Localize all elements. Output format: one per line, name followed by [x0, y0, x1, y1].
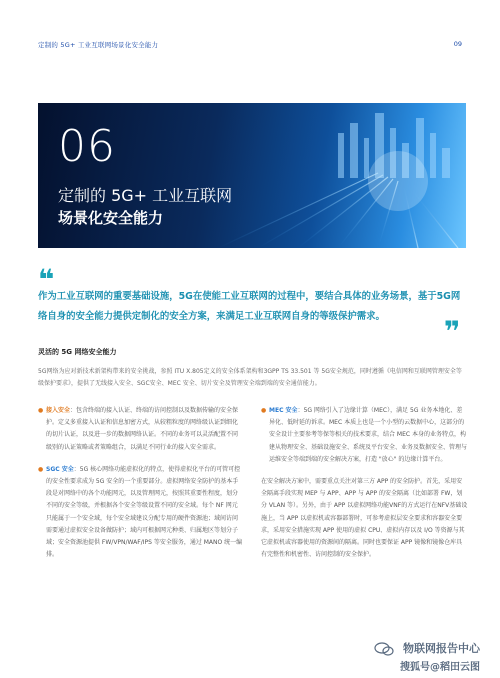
item-label: MEC 安全: [269, 407, 298, 414]
close-quote-icon: ❞: [444, 315, 461, 348]
bullet-icon: ●: [38, 465, 44, 473]
lead-paragraph: 作为工业互联网的重要基础设施，5G在使能工业互联网的过程中，要结合具体的业务场景，基于5G网络自身的安全能力提供定制化的安全方案，来满足工业互联网自身的等级保护需求。: [38, 291, 461, 322]
chapter-title-line1: 定制的 5G+ 工业互联网: [58, 186, 233, 205]
chapter-banner: [38, 103, 466, 248]
item-text: ：5G 核心网络功能虚拟化的特点，使得虚拟化平台的可管可控的安全性要求成为 5G 安全的一个重要部分。虚拟网络安全防护的基本手段是对网络中的各个功能网元，以及管理网元，按照其重要性程度，划分不同的安全等级，并根据各个安全等级设置不同的安全域。每个 NF 网元只能属于一个安全域，每个安全域建议分配专用的硬件资源池；域间访问需要通过虚拟安全设备做防护；域内可根据网元种类、归属地区等划分子域；安全资源池提供 FW/VPN/WAF/IPS 等安全服务，通过 MANO 统一编排。: [46, 465, 243, 559]
page-number: 09: [453, 40, 462, 48]
bullet-icon: ●: [38, 407, 44, 414]
watermark: [400, 640, 480, 673]
watermark-line1: 物联网报告中心: [403, 642, 480, 655]
chapter-title-line2: 场景化安全能力: [58, 209, 164, 227]
item-label: SGC 安全: [46, 465, 74, 473]
list-item: [261, 405, 468, 466]
chapter-number: 06: [58, 121, 116, 172]
right-column: [261, 405, 468, 563]
item-text: ：包含终端的接入认证、终端的访问控制以及数据传输的安全保护。定义多重接入认证和信息加密方式，从较粗粒度的网络级认证到细化的切片认证，以及进一步的数据网络认证。不同的业务可以灵活配置不同级别的认证策略或者策略组合，以满足不同行业的接入安全需求。: [46, 407, 239, 451]
section-intro: 5G网络为应对新技术新架构带来的安全挑战，参照 ITU X.805定义的安全体系架构和3GPP TS 33.501 等 5G安全规范，同时遵循《电信网和互联网管理安全等级保护要求》，提供了无线接入安全、SGC安全、MEC 安全、切片安全及管理安全端到端的安全通信能力。: [38, 368, 462, 387]
section-title: 灵活的 5G 网络安全能力: [38, 348, 117, 356]
watermark-line2: 搜狐号@稻田云图: [400, 662, 480, 673]
list-item: [38, 464, 243, 562]
body-paragraph: 在安全解决方案中，需要重点关注对第三方 APP 的安全防护。首先，采用安全隔离手段实现 MEP 与 APP、APP 与 APP 的安全隔离（比如部署 FW，划分 VLAN 等）。另外，由于 APP 以虚拟网络功能VNF的方式运行在NFV基础设施上，当 APP 以虚拟机或容器部署时，可参考虚拟层安全要求和容器安全要求，采用安全措施实现 APP 使用的虚拟 CPU、虚拟内存以及 I/O 等资源与其它虚拟机或容器使用的资源间的隔离。同时也要保证 APP 镜像和镜像仓库具有完整性和机密性、访问控制的安全保护。: [261, 478, 468, 559]
running-header: 定制的 5G+ 工业互联网场景化安全能力: [38, 41, 159, 49]
open-quote-icon: ❝: [38, 263, 55, 296]
list-item: [38, 405, 243, 454]
wechat-icon: [374, 642, 394, 656]
item-label: 接入安全: [46, 407, 71, 414]
bullet-icon: ●: [261, 407, 267, 414]
left-column: [38, 405, 243, 571]
item-text: ：5G 网络引入了边缘计算（MEC），满足 5G 业务本地化、差异化、低时延的诉求。MEC 本质上也是一个小型的云数据中心，这部分的安全设计主要参考等保等相关的技术要求，结合 MEC 本身的业务特点，构建从物理安全、基础设施安全、系统及平台安全、业务及数据安全、管理与运维安全等端到端的安全解决方案，打造 "放心" 的边缘计算平台。: [269, 407, 468, 463]
